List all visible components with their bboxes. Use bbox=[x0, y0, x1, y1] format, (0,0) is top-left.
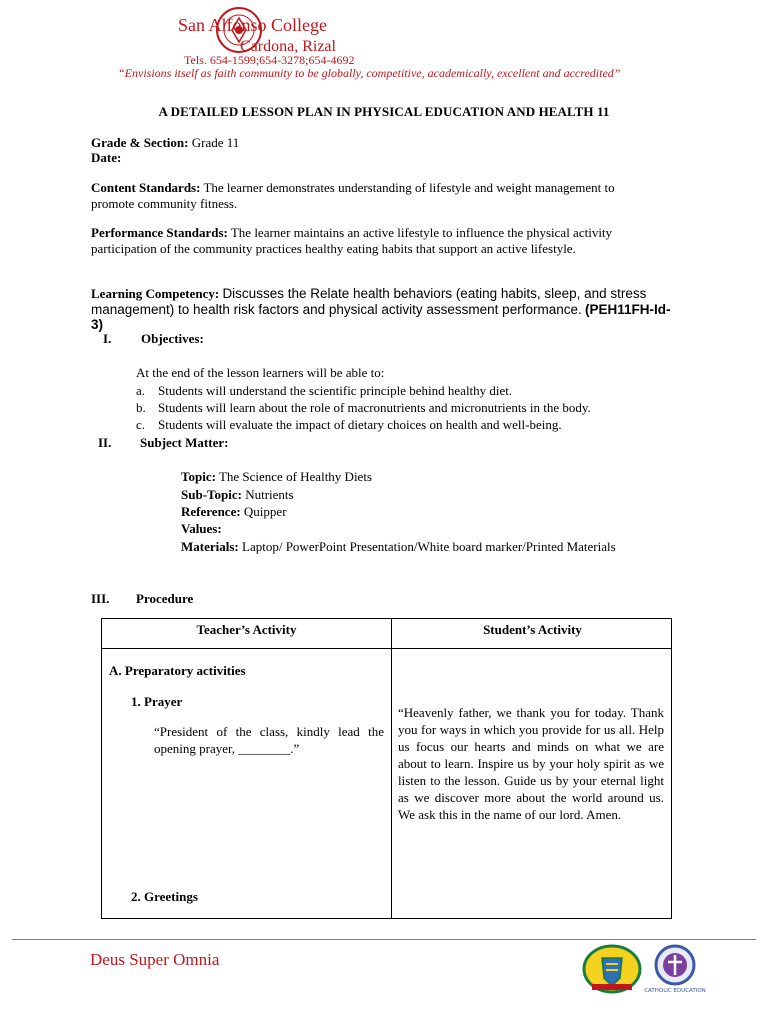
reference-label: Reference: bbox=[181, 504, 241, 519]
school-name: San Alfonso College bbox=[178, 15, 327, 35]
objectives-intro: At the end of the lesson learners will be able to: bbox=[136, 365, 385, 380]
learning-competency-code: (PEH11FH-Id-3) bbox=[91, 301, 671, 332]
document-title: A DETAILED LESSON PLAN IN PHYSICAL EDUCATION AND HEALTH 11 bbox=[158, 104, 610, 119]
procedure-label: Procedure bbox=[136, 591, 194, 606]
subtopic-line bbox=[181, 487, 294, 503]
table-column-divider bbox=[391, 619, 392, 918]
objectives-label: Objectives: bbox=[141, 331, 204, 346]
date-line bbox=[91, 150, 121, 166]
prayer-heading: 1. Prayer bbox=[131, 694, 183, 709]
materials-label: Materials: bbox=[181, 539, 239, 554]
values-label: Values: bbox=[181, 521, 222, 536]
objective-item-c bbox=[136, 417, 562, 433]
catholic-education-logo bbox=[644, 944, 706, 994]
subtopic-label: Sub-Topic: bbox=[181, 487, 242, 502]
performance-standards-text: The learner maintains an active lifestyle to influence the physical activity participation of the community practices healthy eating habits that support an active lifestyle. bbox=[91, 225, 613, 256]
catholic-education-logo-text: CATHOLIC EDUCATION bbox=[644, 988, 706, 994]
procedure-table bbox=[101, 618, 672, 919]
performance-standards bbox=[91, 225, 651, 256]
teacher-prayer-text: “President of the class, kindly lead the opening prayer, ________.” bbox=[154, 724, 384, 756]
greetings-heading: 2. Greetings bbox=[131, 889, 198, 904]
procedure-numeral: III. bbox=[91, 591, 110, 606]
subtopic-value: Nutrients bbox=[245, 487, 294, 502]
reference-value: Quipper bbox=[243, 504, 287, 519]
grade-section-value: Grade 11 bbox=[191, 135, 240, 150]
student-activity-header: Student’s Activity bbox=[483, 622, 582, 637]
subject-matter-heading bbox=[98, 435, 228, 451]
topic-label: Topic: bbox=[181, 469, 216, 484]
school-city: Cardona, Rizal bbox=[240, 38, 336, 55]
footer-motto: Deus Super Omnia bbox=[90, 950, 220, 969]
materials-line bbox=[181, 538, 641, 555]
topic-value: The Science of Healthy Diets bbox=[218, 469, 372, 484]
values-line bbox=[181, 521, 222, 537]
subject-matter-label: Subject Matter: bbox=[140, 435, 229, 450]
objective-marker: a. bbox=[136, 383, 146, 398]
objective-text: Students will evaluate the impact of dietary choices on health and well-being. bbox=[158, 417, 562, 432]
grade-section-label: Grade & Section: bbox=[91, 135, 189, 150]
materials-value: Laptop/ PowerPoint Presentation/White board marker/Printed Materials bbox=[242, 539, 616, 554]
performance-standards-label: Performance Standards: bbox=[91, 225, 228, 240]
school-phone-numbers: Tels. 654-1599;654-3278;654-4692 bbox=[184, 53, 355, 67]
objective-item-b bbox=[136, 400, 591, 416]
objective-text: Students will learn about the role of macronutrients and micronutrients in the body. bbox=[158, 400, 591, 415]
learning-competency-label: Learning Competency: bbox=[91, 286, 220, 301]
learning-competency-text: Discusses the Relate health behaviors (eating habits, sleep, and stress management) to health risk factors and physical activity assessment performance. bbox=[91, 286, 647, 317]
reference-line bbox=[181, 504, 287, 520]
learning-competency bbox=[91, 286, 681, 333]
objective-marker: c. bbox=[136, 417, 146, 432]
objective-marker: b. bbox=[136, 400, 146, 415]
content-standards-label: Content Standards: bbox=[91, 180, 201, 195]
content-standards bbox=[91, 180, 651, 211]
content-standards-text: The learner demonstrates understanding of lifestyle and weight management to promote community fitness. bbox=[91, 180, 615, 211]
school-emblem-logo bbox=[580, 944, 644, 994]
subject-matter-numeral: II. bbox=[98, 435, 112, 450]
procedure-heading bbox=[91, 591, 193, 607]
objectives-heading bbox=[103, 331, 204, 347]
preparatory-activities-heading: A. Preparatory activities bbox=[109, 663, 246, 678]
teacher-activity-header: Teacher’s Activity bbox=[196, 622, 297, 637]
topic-line bbox=[181, 469, 372, 485]
objective-text: Students will understand the scientific principle behind healthy diet. bbox=[158, 383, 513, 398]
objectives-numeral: I. bbox=[103, 331, 112, 346]
table-header-divider bbox=[102, 648, 671, 649]
date-label: Date: bbox=[91, 150, 122, 165]
school-vision: “Envisions itself as faith community to be globally, competitive, academically, excellent and accredited” bbox=[118, 66, 621, 80]
objective-item-a bbox=[136, 383, 512, 399]
student-prayer-text: “Heavenly father, we thank you for today. Thank you for ways in which you provide for us all. Help us focus our hearts and minds on what we are about to learn. Inspire us by your holy spirit as we listen to the lesson. Guide us by your eternal light as we discover more about the world around us. We ask this in the name of our lord. Amen. bbox=[398, 705, 664, 822]
grade-section-line bbox=[91, 135, 239, 151]
footer-divider bbox=[12, 939, 756, 940]
